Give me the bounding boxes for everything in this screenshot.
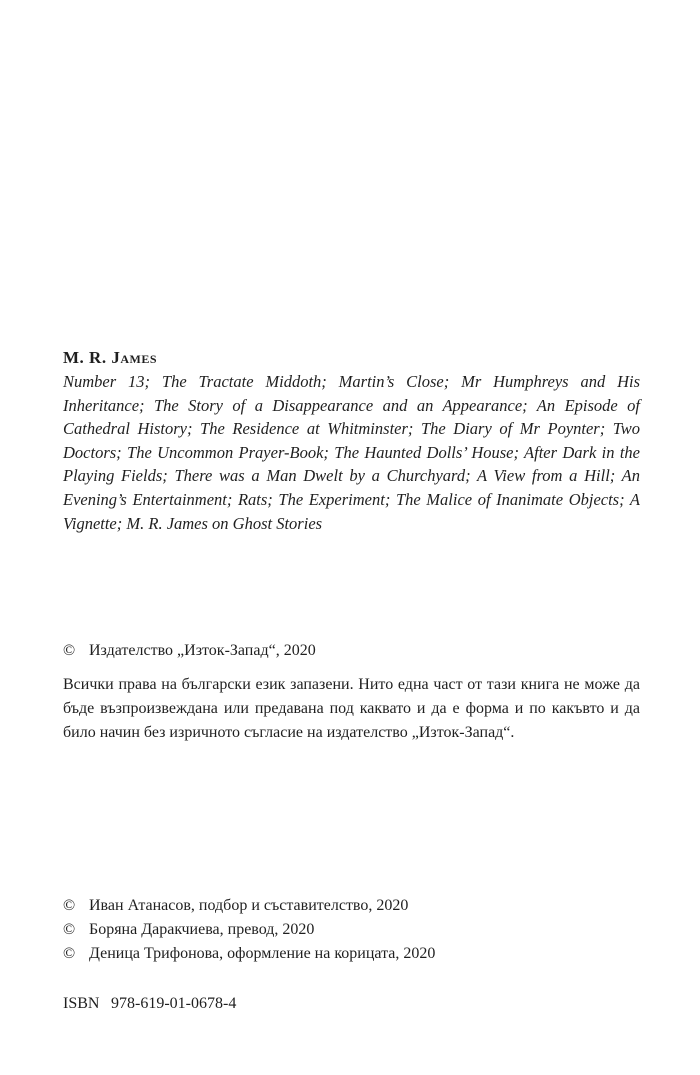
copyright-symbol: © bbox=[63, 945, 76, 962]
isbn-number: 978-619-01-0678-4 bbox=[111, 995, 237, 1012]
credit-selection bbox=[63, 894, 640, 918]
rights-notice: Всички права на български език запазени. Нито една част от тази книга не може да бъде възпроизвеждана или предавана под каквато и да е форма и по какъвто и да било начин без изричното съгласие на издателство „Изток-Запад“. bbox=[63, 676, 640, 741]
publisher-copyright-text: Издателство „Изток-Запад“, 2020 bbox=[89, 642, 316, 659]
copyright-symbol: © bbox=[63, 642, 76, 659]
credit-text: Деница Трифонова, оформление на корицата, 2020 bbox=[89, 945, 436, 962]
credits-list bbox=[63, 894, 640, 966]
credit-text: Боряна Даракчиева, превод, 2020 bbox=[89, 921, 315, 938]
copyright-symbol: © bbox=[63, 897, 76, 914]
credit-translation bbox=[63, 918, 640, 942]
isbn-label: ISBN bbox=[63, 995, 100, 1012]
publisher-copyright bbox=[63, 639, 640, 663]
author-name: M. R. James bbox=[63, 348, 157, 367]
story-titles: Number 13; The Tractate Middoth; Martin’s Close; Mr Humphreys and His Inheritance; The Story of a Disappearance and an Appearance; An Episode of Cathedral History; The Residence at Whitminster; The Diary of Mr Poynter; Two Doctors; The Uncommon Prayer-Book; The Haunted Dolls’ House; After Dark in the Playing Fields; There was a Man Dwelt by a Churchyard; A View from a Hill; An Evening’s Entertainment; Rats; The Experiment; The Malice of Inanimate Objects; A Vignette; M. R. James on Ghost Stories bbox=[63, 372, 640, 533]
credit-cover-design bbox=[63, 942, 640, 966]
credit-text: Иван Атанасов, подбор и съставителство, 2020 bbox=[89, 897, 409, 914]
copyright-symbol: © bbox=[63, 921, 76, 938]
isbn-line bbox=[63, 992, 640, 1016]
